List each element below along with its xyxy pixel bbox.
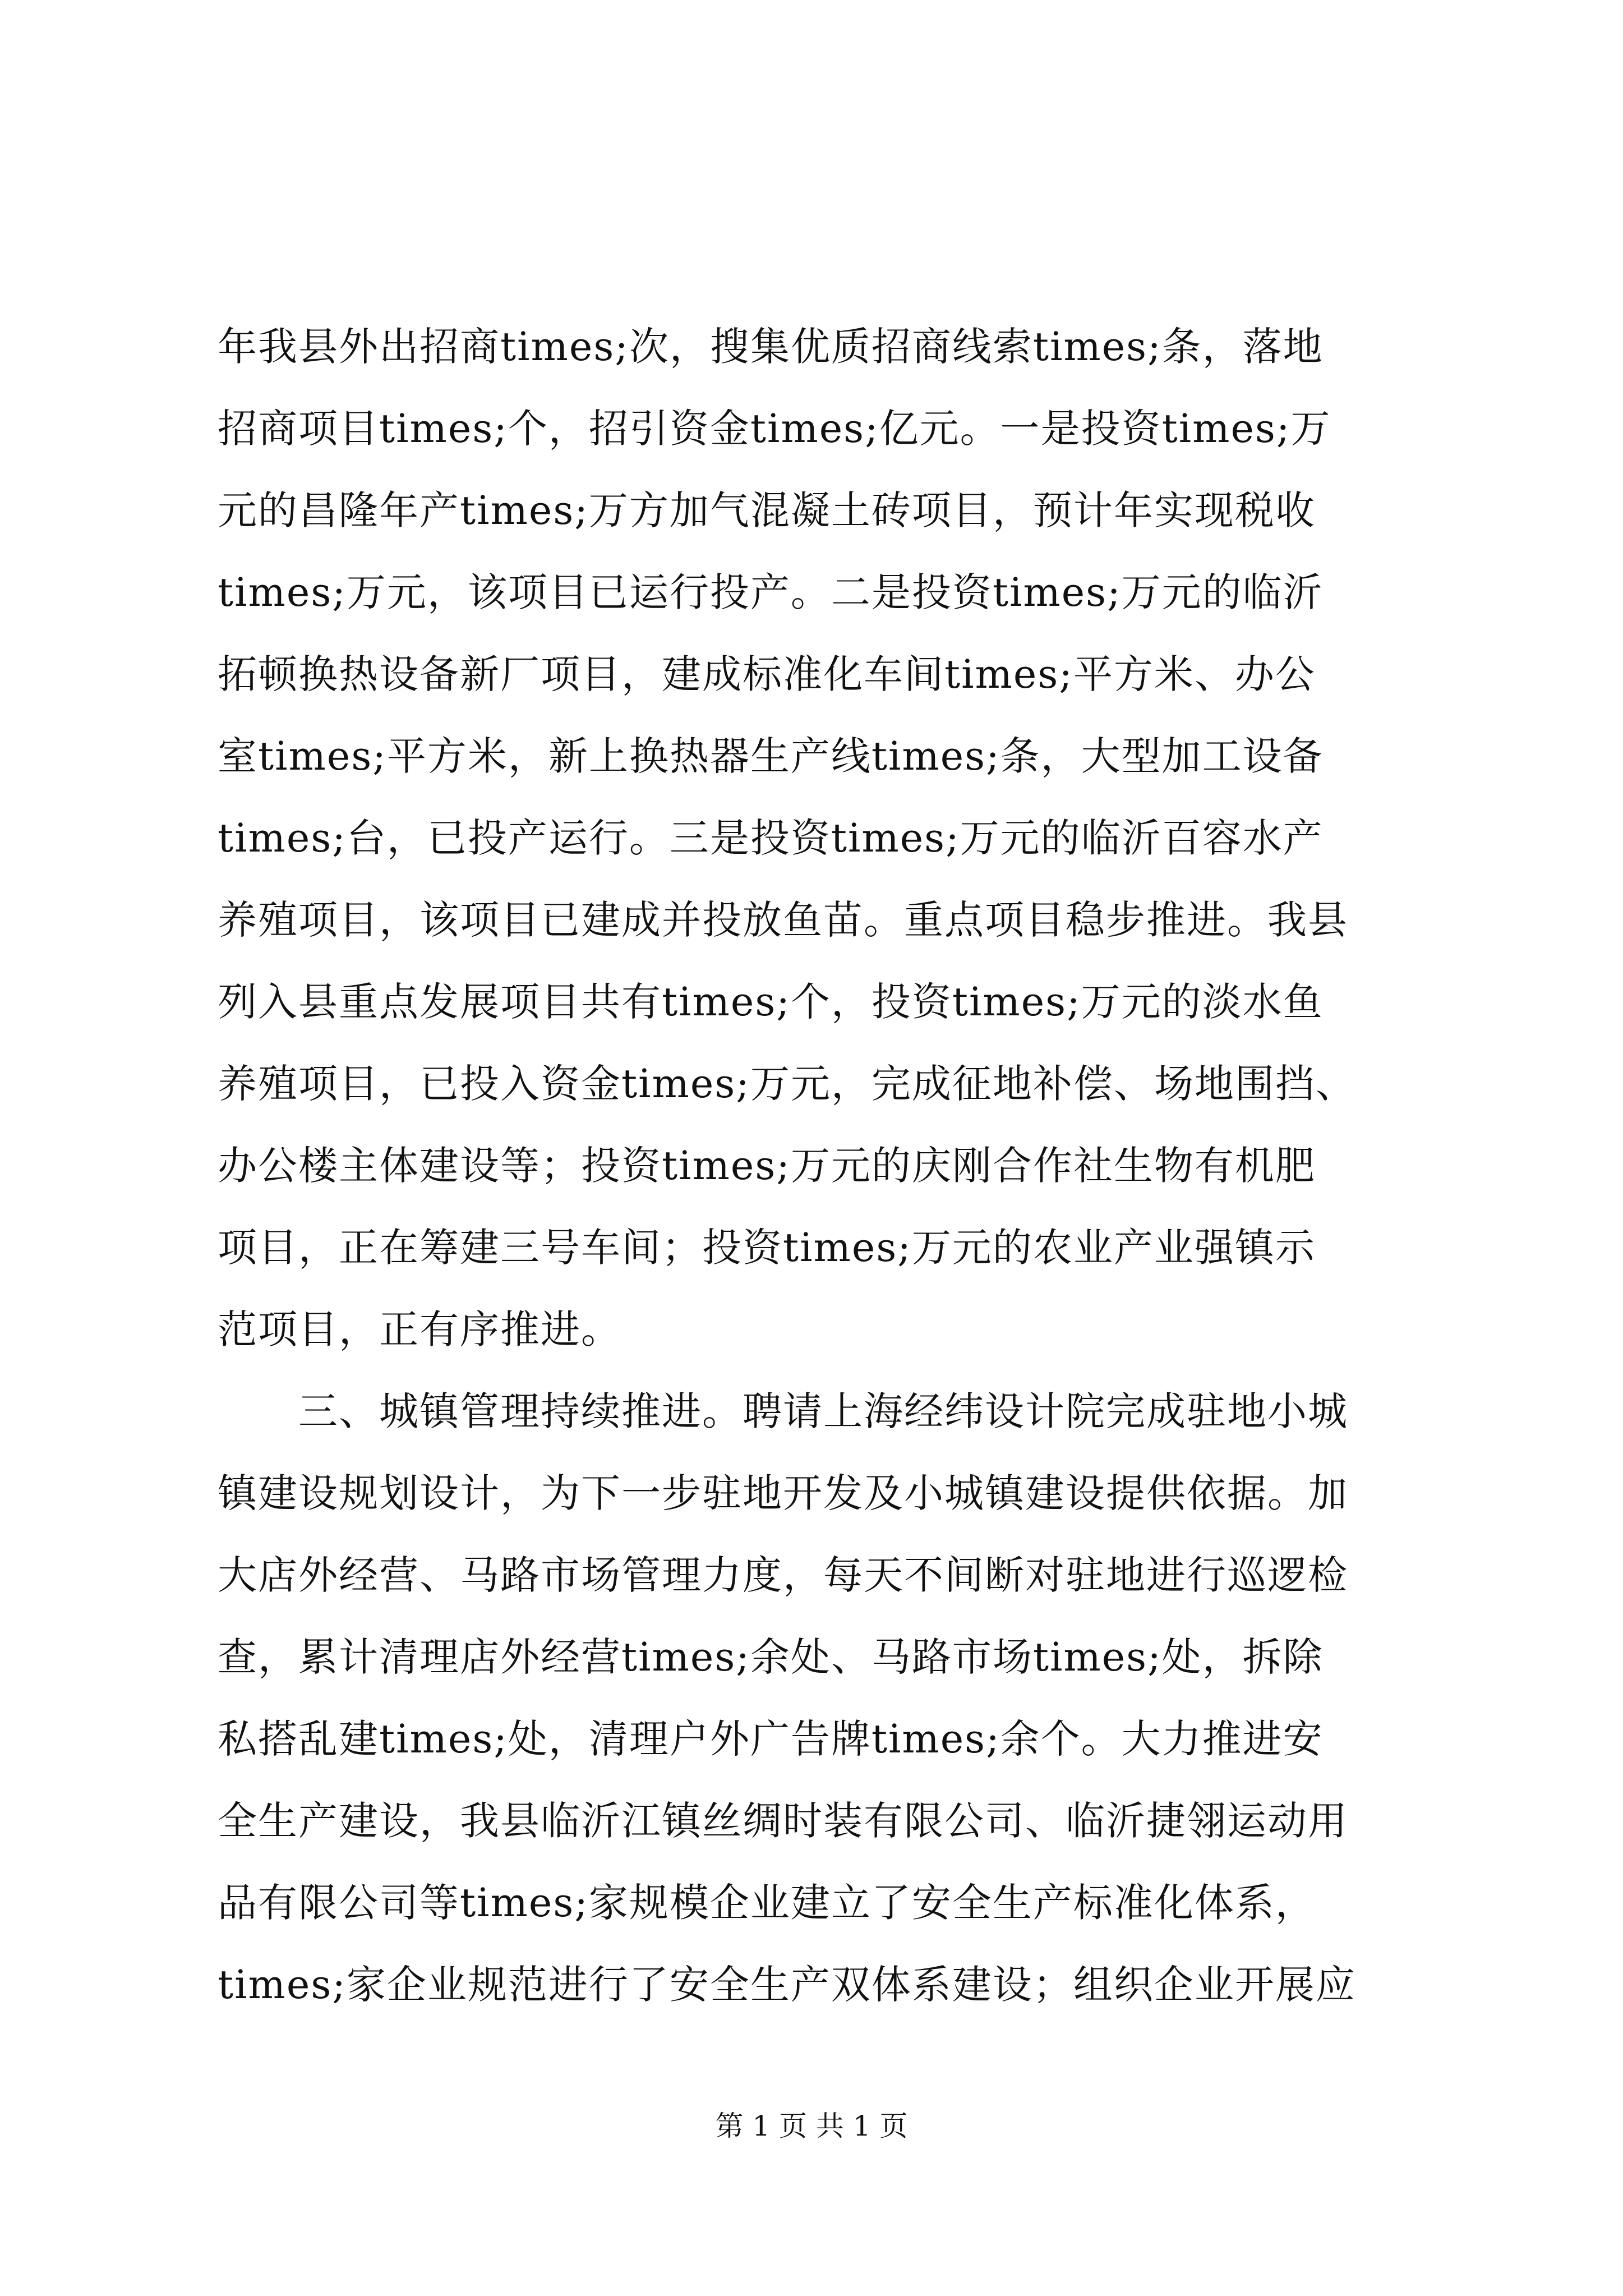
text-line-16: 大店外经营、马路市场管理力度，每天不间断对驻地进行巡逻检 — [218, 1552, 1348, 1598]
text-line-19: 全生产建设，我县临沂江镇丝绸时装有限公司、临沂捷翎运动用 — [218, 1798, 1348, 1844]
text-line-8: 养殖项目，该项目已建成并投放鱼苗。重点项目稳步推进。我县 — [218, 897, 1348, 943]
text-line-11: 办公楼主体建设等；投资times;万元的庆刚合作社生物有机肥 — [218, 1143, 1316, 1189]
text-line-17: 查，累计清理店外经营times;余处、马路市场times;处，拆除 — [218, 1634, 1324, 1680]
text-line-4: times;万元，该项目已运行投产。二是投资times;万元的临沂 — [218, 569, 1324, 615]
text-line-9: 列入县重点发展项目共有times;个，投资times;万元的淡水鱼 — [218, 979, 1324, 1025]
text-line-18: 私搭乱建times;处，清理户外广告牌times;余个。大力推进安 — [218, 1716, 1324, 1762]
page-footer — [0, 2106, 1623, 2146]
text-line-15: 镇建设规划设计，为下一步驻地开发及小城镇建设提供依据。加 — [218, 1470, 1348, 1516]
text-line-13: 范项目，正有序推进。 — [218, 1306, 621, 1352]
page-number-label: 第 1 页 共 1 页 — [715, 2110, 908, 2142]
text-line-3: 元的昌隆年产times;万方加气混凝土砖项目，预计年实现税收 — [218, 487, 1316, 533]
text-line-12: 项目，正在筹建三号车间；投资times;万元的农业产业强镇示 — [218, 1225, 1316, 1271]
text-line-20: 品有限公司等times;家规模企业建立了安全生产标准化体系， — [218, 1880, 1316, 1926]
text-line-21: times;家企业规范进行了安全生产双体系建设；组织企业开展应 — [218, 1962, 1356, 2008]
text-line-5: 拓顿换热设备新厂项目，建成标准化车间times;平方米、办公 — [218, 651, 1316, 697]
text-line-6: 室times;平方米，新上换热器生产线times;条，大型加工设备 — [218, 733, 1324, 779]
text-line-10: 养殖项目，已投入资金times;万元，完成征地补偿、场地围挡、 — [218, 1061, 1356, 1107]
document-body — [218, 306, 1423, 2026]
text-line-1: 年我县外出招商times;次，搜集优质招商线索times;条，落地 — [218, 324, 1324, 370]
text-line-14: 三、城镇管理持续推进。聘请上海经纬设计院完成驻地小城 — [218, 1388, 1348, 1434]
text-line-2: 招商项目times;个，招引资金times;亿元。一是投资times;万 — [218, 406, 1331, 452]
text-line-7: times;台，已投产运行。三是投资times;万元的临沂百容水产 — [218, 815, 1324, 861]
